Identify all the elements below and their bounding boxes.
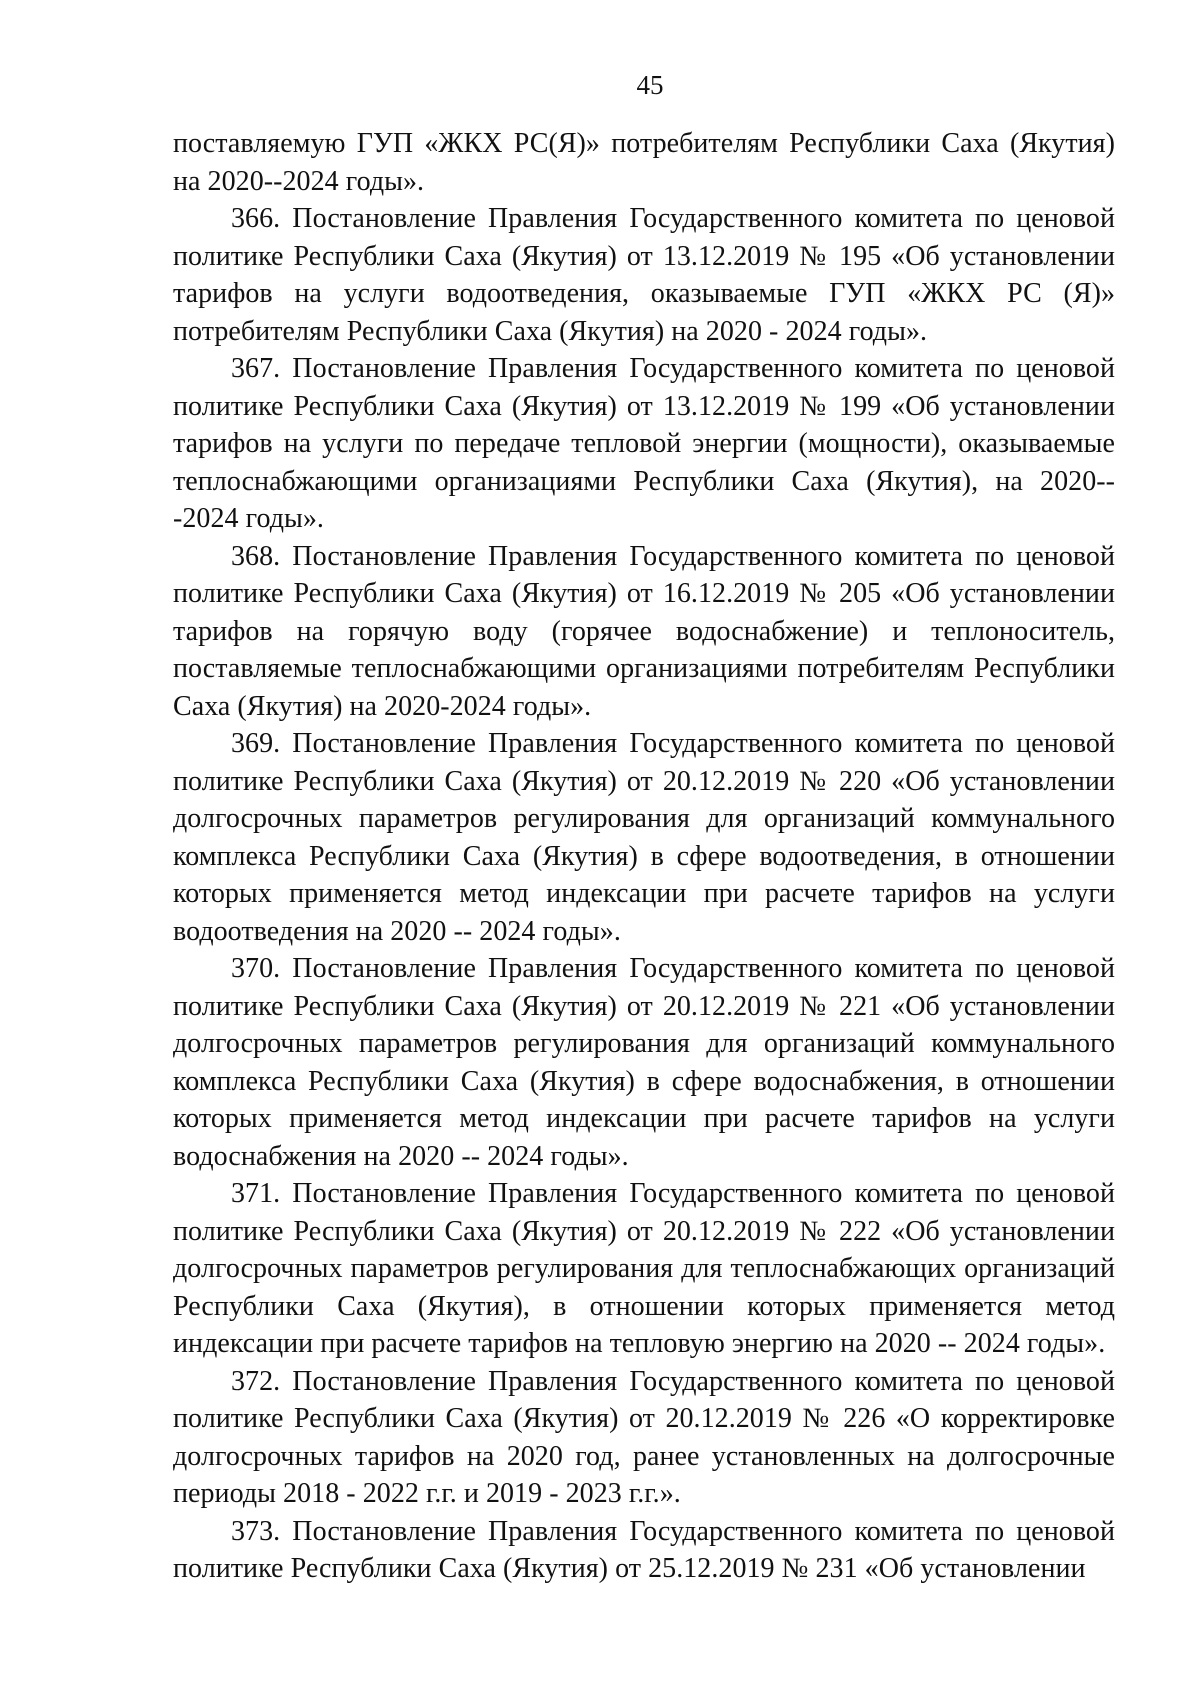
paragraph-369: 369. Постановление Правления Государственного комитета по ценовой политике Республики Саха (Якутия) от 20.12.2019 № 220 «Об установлении долгосрочных параметров регулирования для организаций коммунального комплекса Республики Саха (Якутия) в сфере водоотведения, в отношении которых применяется метод индексации при расчете тарифов на услуги водоотведения на 2020 -- 2024 годы». [173,728,1115,947]
document-body [173,125,1115,1588]
paragraph-372: 372. Постановление Правления Государственного комитета по ценовой политике Республики Саха (Якутия) от 20.12.2019 № 226 «О корректировке долгосрочных тарифов на 2020 год, ранее установленных на долгосрочные периоды 2018 - 2022 г.г. и 2019 - 2023 г.г.». [173,1365,1115,1509]
paragraph-367: 367. Постановление Правления Государственного комитета по ценовой политике Республики Саха (Якутия) от 13.12.2019 № 199 «Об установлении тарифов на услуги по передаче тепловой энергии (мощности), оказываемые теплоснабжающими организациями Республики Саха (Якутия), на 2020---2024 годы». [173,353,1115,534]
paragraph-371: 371. Постановление Правления Государственного комитета по ценовой политике Республики Саха (Якутия) от 20.12.2019 № 222 «Об установлении долгосрочных параметров регулирования для теплоснабжающих организаций Республики Саха (Якутия), в отношении которых применяется метод индексации при расчете тарифов на тепловую энергию на 2020 -- 2024 годы». [173,1178,1115,1359]
paragraph-373: 373. Постановление Правления Государственного комитета по ценовой политике Республики Саха (Якутия) от 25.12.2019 № 231 «Об установлении [173,1515,1115,1584]
paragraph-366: 366. Постановление Правления Государственного комитета по ценовой политике Республики Саха (Якутия) от 13.12.2019 № 195 «Об установлении тарифов на услуги водоотведения, оказываемые ГУП «ЖКХ РС (Я)» потребителям Республики Саха (Якутия) на 2020 - 2024 годы». [173,203,1115,347]
paragraph-370: 370. Постановление Правления Государственного комитета по ценовой политике Республики Саха (Якутия) от 20.12.2019 № 221 «Об установлении долгосрочных параметров регулирования для организаций коммунального комплекса Республики Саха (Якутия) в сфере водоснабжения, в отношении которых применяется метод индексации при расчете тарифов на услуги водоснабжения на 2020 -- 2024 годы». [173,953,1115,1172]
page-number: 45 [636,70,664,100]
paragraph-continued: поставляемую ГУП «ЖКХ РС(Я)» потребителям Республики Саха (Якутия) на 2020--2024 годы». [173,128,1115,197]
paragraph-368: 368. Постановление Правления Государственного комитета по ценовой политике Республики Саха (Якутия) от 16.12.2019 № 205 «Об установлении тарифов на горячую воду (горячее водоснабжение) и теплоноситель, поставляемые теплоснабжающими организациями потребителям Республики Саха (Якутия) на 2020-2024 годы». [173,540,1115,722]
